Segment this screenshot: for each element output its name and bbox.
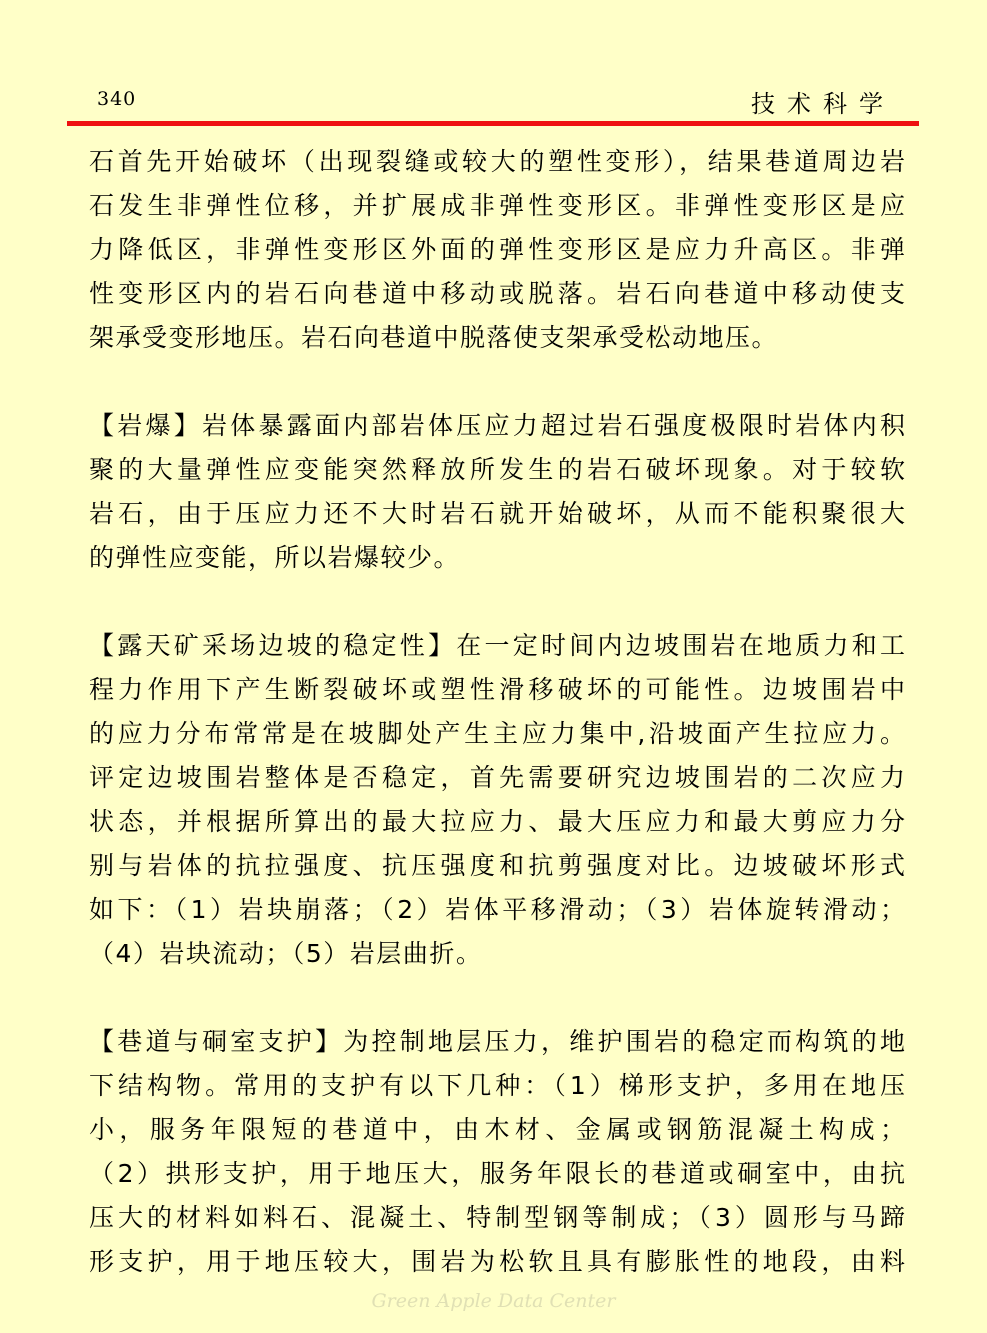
- watermark: Green Apple Data Center: [371, 1290, 616, 1312]
- text-line: （4）岩块流动；（5）岩层曲折。: [89, 939, 483, 968]
- text-line: 岩石，由于压应力还不大时岩石就开始破坏，从而不能积聚很大: [89, 499, 905, 528]
- paragraph-continued: [89, 140, 905, 360]
- text-line: 压大的材料如料石、混凝土、特制型钢等制成；（3）圆形与马蹄: [89, 1203, 905, 1232]
- paragraph-rockburst: [89, 404, 905, 580]
- text-line: 形支护，用于地压较大，围岩为松软且具有膨胀性的地段，由料: [89, 1247, 905, 1276]
- text-line: 如下：（1）岩块崩落；（2）岩体平移滑动；（3）岩体旋转滑动；: [89, 895, 905, 924]
- running-head: 技术科学: [751, 90, 895, 118]
- text-line: （2）拱形支护，用于地压大，服务年限长的巷道或硐室中，由抗: [89, 1159, 905, 1188]
- header-rule: [67, 121, 919, 126]
- text-line: 评定边坡围岩整体是否稳定，首先需要研究边坡围岩的二次应力: [89, 763, 905, 792]
- text-line: 架承受变形地压。岩石向巷道中脱落使支架承受松动地压。: [89, 323, 779, 352]
- text-line: 别与岩体的抗拉强度、抗压强度和抗剪强度对比。边坡破坏形式: [89, 851, 905, 880]
- text-line: 小，服务年限短的巷道中，由木材、金属或钢筋混凝土构成；: [89, 1115, 905, 1144]
- paragraph-tunnel-support: [89, 1020, 905, 1284]
- text-line: 程力作用下产生断裂破坏或塑性滑移破坏的可能性。边坡围岩中: [89, 675, 905, 704]
- text-line: 【露天矿采场边坡的稳定性】在一定时间内边坡围岩在地质力和工: [89, 631, 905, 660]
- body-text: [89, 140, 905, 1284]
- text-line: 下结构物。常用的支护有以下几种：（1）梯形支护，多用在地压: [89, 1071, 905, 1100]
- text-line: 的弹性应变能，所以岩爆较少。: [89, 543, 461, 572]
- text-line: 力降低区，非弹性变形区外面的弹性变形区是应力升高区。非弹: [89, 235, 905, 264]
- page-number: 340: [97, 88, 137, 110]
- text-line: 石首先开始破坏（出现裂缝或较大的塑性变形），结果巷道周边岩: [89, 147, 905, 176]
- text-line: 【岩爆】岩体暴露面内部岩体压应力超过岩石强度极限时岩体内积: [89, 411, 905, 440]
- text-line: 的应力分布常常是在坡脚处产生主应力集中,沿坡面产生拉应力。: [89, 719, 905, 748]
- text-line: 石发生非弹性位移，并扩展成非弹性变形区。非弹性变形区是应: [89, 191, 905, 220]
- paragraph-slope-stability: [89, 624, 905, 976]
- text-line: 状态，并根据所算出的最大拉应力、最大压应力和最大剪应力分: [89, 807, 905, 836]
- text-line: 聚的大量弹性应变能突然释放所发生的岩石破坏现象。对于较软: [89, 455, 905, 484]
- text-line: 【巷道与硐室支护】为控制地层压力，维护围岩的稳定而构筑的地: [89, 1027, 905, 1056]
- text-line: 性变形区内的岩石向巷道中移动或脱落。岩石向巷道中移动使支: [89, 279, 905, 308]
